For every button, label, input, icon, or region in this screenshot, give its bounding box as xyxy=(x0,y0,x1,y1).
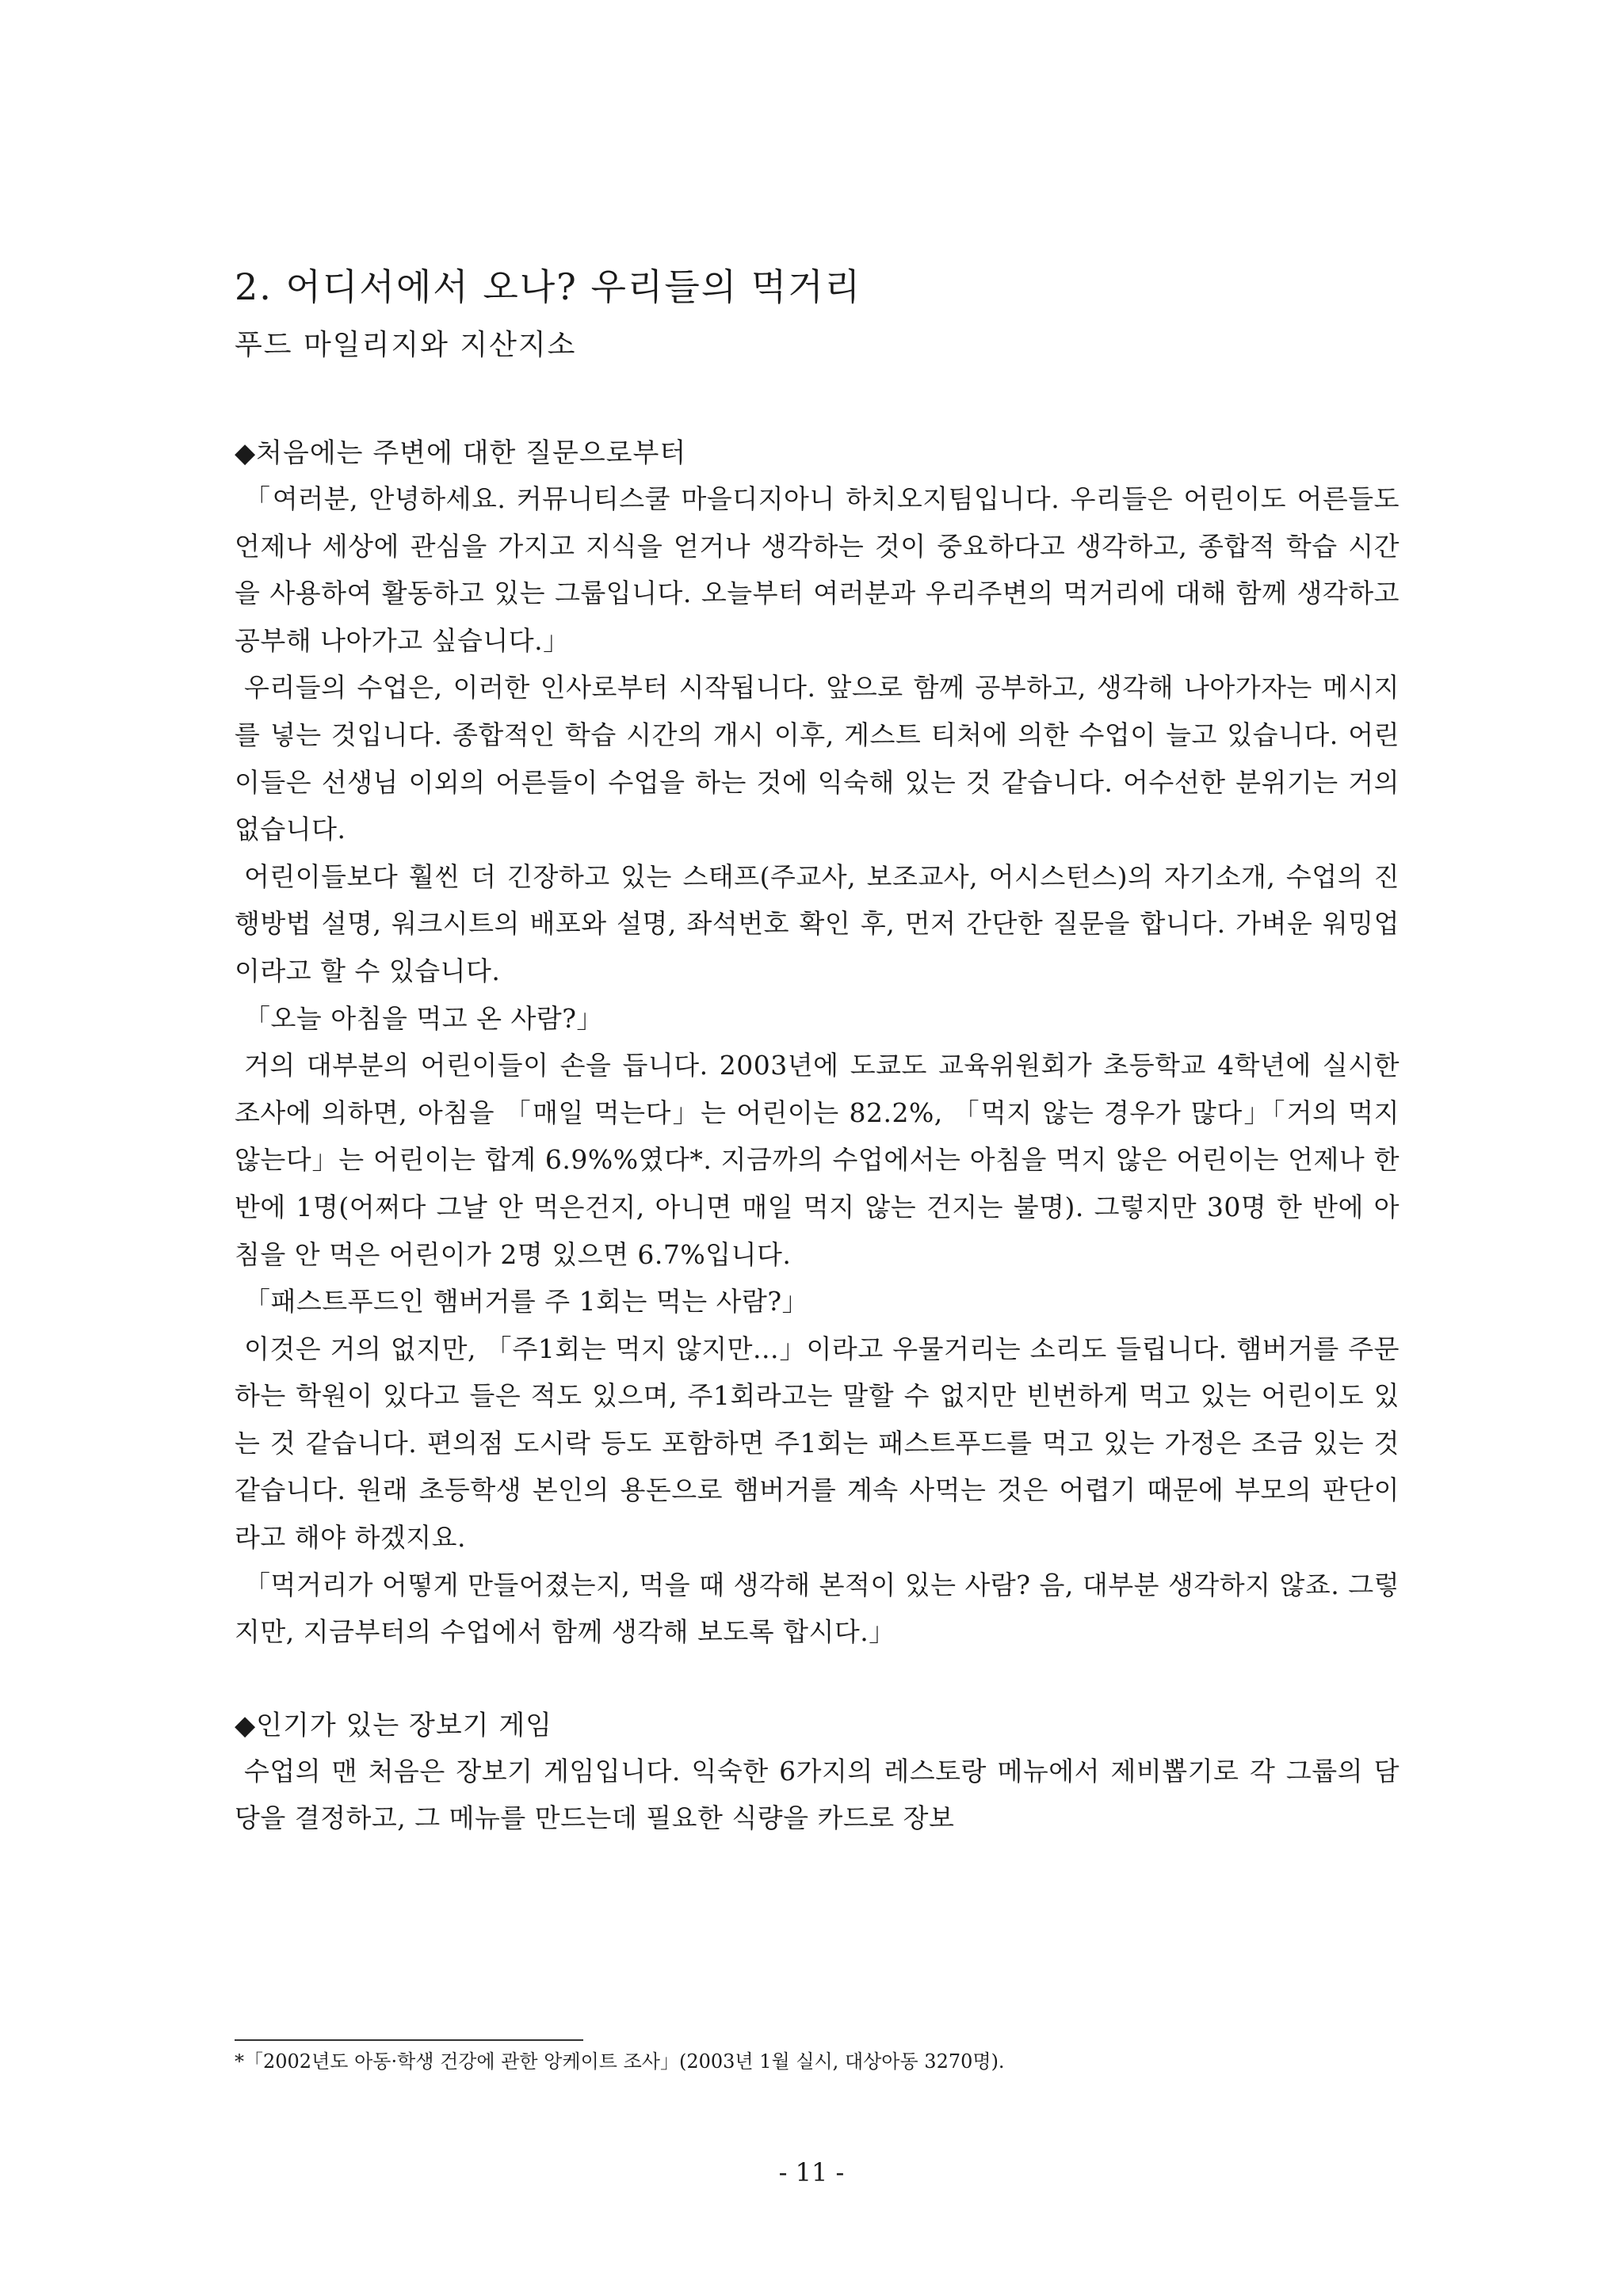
paragraph: 수업의 맨 처음은 장보기 게임입니다. 익숙한 6가지의 레스토랑 메뉴에서 제비뽑기로 각 그룹의 담당을 결정하고, 그 메뉴를 만드는데 필요한 식량을 카드로 장보 xyxy=(235,1755,1400,1834)
section-spacer xyxy=(235,1656,1400,1703)
paragraph: 「패스트푸드인 햄버거를 주 1회는 먹는 사람?」 xyxy=(244,1286,809,1318)
paragraph: 우리들의 수업은, 이러한 인사로부터 시작됩니다. 앞으로 함께 공부하고, 생각해 나아가자는 메시지를 넣는 것입니다. 종합적인 학습 시간의 개시 이후, 게스트 티처에 의한 수업이 늘고 있습니다. 어린이들은 선생님 이외의 어른들이 수업을 하는 것에 익숙해 있는 것 같습니다. 어수선한 분위기는 거의 없습니다. xyxy=(235,672,1400,845)
page-number: - 11 - xyxy=(778,2157,845,2187)
section-heading-questions: ◆처음에는 주변에 대한 질문으로부터 xyxy=(235,437,687,469)
chapter-title: 2. 어디서에서 오나? 우리들의 먹거리 xyxy=(235,265,862,308)
footnote: *「2002년도 아동·학생 건강에 관한 앙케이트 조사」(2003년 1월 실시, 대상아동 3270명). xyxy=(235,2050,1005,2073)
page-content xyxy=(235,261,1400,1842)
section-heading-shopping-game: ◆인기가 있는 장보기 게임 xyxy=(235,1709,553,1741)
paragraph: 거의 대부분의 어린이들이 손을 듭니다. 2003년에 도쿄도 교육위원회가 초등학교 4학년에 실시한 조사에 의하면, 아침을 「매일 먹는다」는 어린이는 82.2%, 「먹지 않는 경우가 많다」「거의 먹지 않는다」는 어린이는 합계 6.9%%였다*. 지금까의 수업에서는 아침을 먹지 않은 어린이는 언제나 한 반에 1명(어쩌다 그날 안 먹은건지, 아니면 매일 먹지 않는 건지는 불명). 그렇지만 30명 한 반에 아침을 안 먹은 어린이가 2명 있으면 6.7%입니다. xyxy=(235,1050,1400,1270)
paragraph: 「먹거리가 어떻게 만들어졌는지, 먹을 때 생각해 본적이 있는 사람? 음, 대부분 생각하지 않죠. 그렇지만, 지금부터의 수업에서 함께 생각해 보도록 합시다.」 xyxy=(235,1569,1400,1648)
paragraph: 「여러분, 안녕하세요. 커뮤니티스쿨 마을디지아니 하치오지팀입니다. 우리들은 어린이도 어른들도 언제나 세상에 관심을 가지고 지식을 얻거나 생각하는 것이 중요하다고 생각하고, 종합적 학습 시간을 사용하여 활동하고 있는 그룹입니다. 오늘부터 여러분과 우리주변의 먹거리에 대해 함께 생각하고 공부해 나아가고 싶습니다.」 xyxy=(235,483,1400,656)
paragraph: 「오늘 아침을 먹고 온 사람?」 xyxy=(244,1002,603,1034)
chapter-subtitle: 푸드 마일리지와 지산지소 xyxy=(235,329,577,361)
paragraph: 어린이들보다 훨씬 더 긴장하고 있는 스태프(주교사, 보조교사, 어시스턴스)의 자기소개, 수업의 진행방법 설명, 워크시트의 배포와 설명, 좌석번호 확인 후, 먼저 간단한 질문을 합니다. 가벼운 워밍업이라고 할 수 있습니다. xyxy=(235,860,1400,986)
paragraph: 이것은 거의 없지만, 「주1회는 먹지 않지만...」이라고 우물거리는 소리도 들립니다. 햄버거를 주문하는 학원이 있다고 들은 적도 있으며, 주1회라고는 말할 수 없지만 빈번하게 먹고 있는 어린이도 있는 것 같습니다. 편의점 도시락 등도 포함하면 주1회는 패스트푸드를 먹고 있는 가정은 조금 있는 것 같습니다. 원래 초등학생 본인의 용돈으로 햄버거를 계속 사먹는 것은 어렵기 때문에 부모의 판단이라고 해야 하겠지요. xyxy=(235,1333,1400,1554)
footnote-divider xyxy=(235,2039,583,2041)
